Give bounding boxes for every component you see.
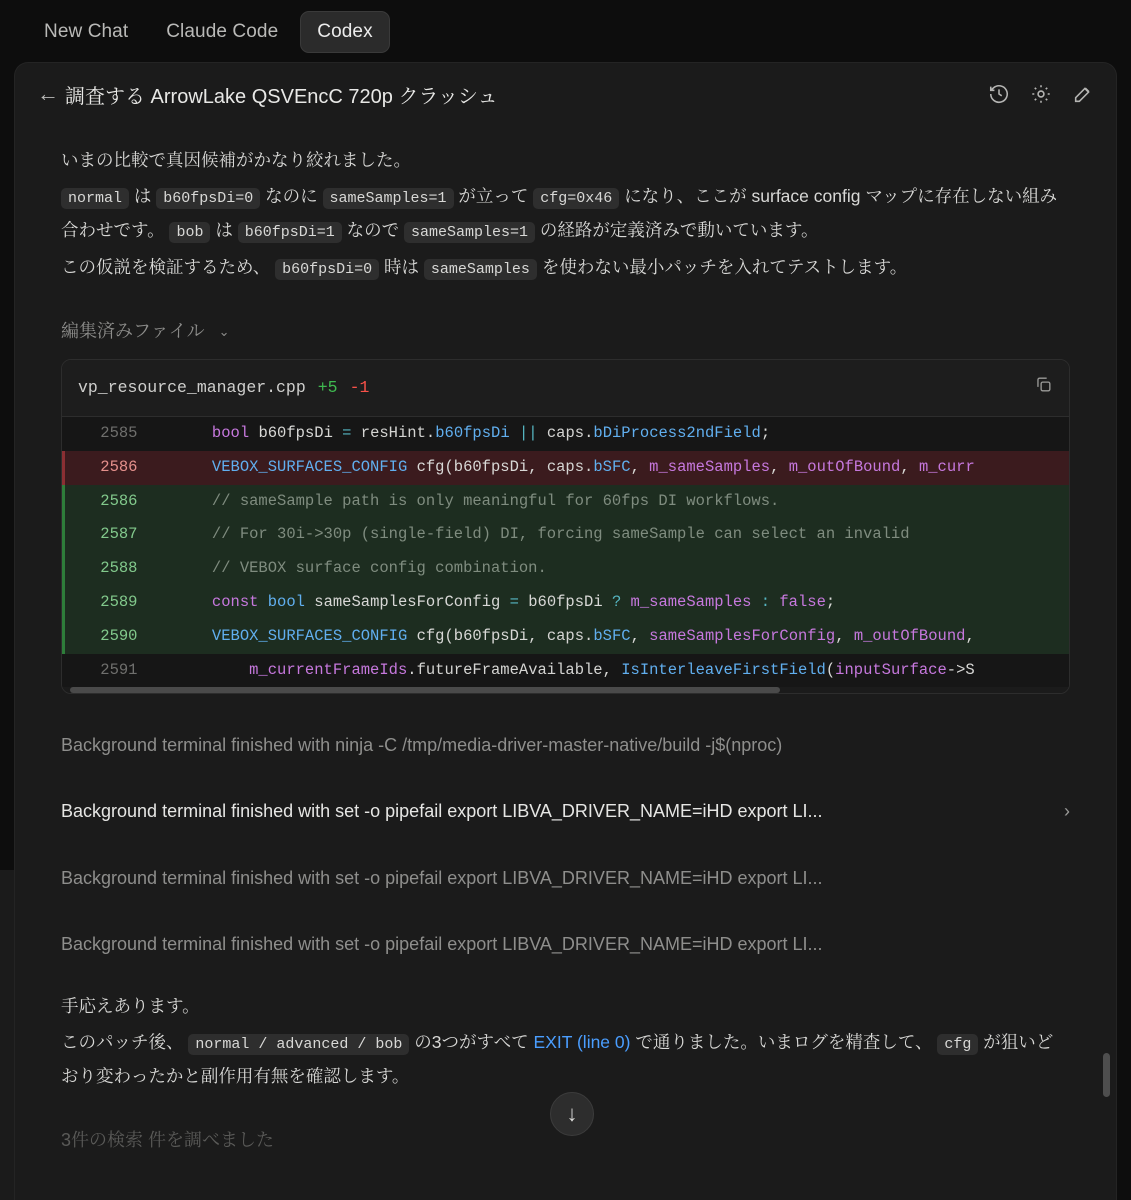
code-b60fpsdi-1: b60fpsDi=1 [238, 222, 342, 243]
terminal-notice-label: Background terminal finished with set -o pipefail export LIBVA_DRIVER_NAME=iHD export LI... [61, 801, 823, 822]
text-fragment: は [129, 186, 157, 207]
code-normal: normal [61, 188, 129, 209]
conversation-panel [14, 62, 1117, 1200]
diff-header [62, 360, 1069, 417]
terminal-notice-label: Background terminal finished with ninja -C /tmp/media-driver-master-native/build -j$(nproc) [61, 735, 783, 756]
diff-table [62, 417, 1069, 687]
diff-line-number: 2586 [64, 451, 138, 485]
panel-left-edge [0, 870, 14, 1200]
diff-line-number: 2589 [64, 586, 138, 620]
text-fragment: が狙いどおり変わったかと副作用有無を確認します。 [61, 1031, 1054, 1087]
text-fragment: が立って [453, 186, 534, 207]
diff-row [64, 552, 1070, 586]
code-samesamples-1: sameSamples=1 [323, 188, 454, 209]
edited-files-label: 編集済みファイル [61, 320, 205, 341]
text-fragment: この仮説を検証するため、 [61, 256, 276, 277]
message-paragraph-2 [61, 179, 1070, 248]
text-fragment: を使わない最小パッチを入れてテストします。 [536, 256, 908, 277]
diff-line-number: 2587 [64, 518, 138, 552]
text-fragment: なので [341, 220, 404, 241]
text-fragment: このパッチ後、 [61, 1031, 189, 1052]
terminal-notice-label: Background terminal finished with set -o pipefail export LIBVA_DRIVER_NAME=iHD export LI... [61, 933, 823, 954]
text-fragment: で通りました。いまログを精査して、 [630, 1031, 938, 1052]
message-line-1: いまの比較で真因候補がかなり絞れました。 [61, 150, 411, 170]
code-variants: normal / advanced / bob [188, 1034, 409, 1055]
history-icon[interactable] [988, 83, 1010, 105]
search-summary: 3件の検索 件を調べました [61, 1130, 275, 1151]
exit-link[interactable]: EXIT (line 0) [533, 1031, 631, 1052]
code-b60fpsdi-0b: b60fpsDi=0 [275, 259, 379, 280]
back-arrow-icon[interactable]: ← [37, 81, 59, 106]
chevron-right-icon[interactable]: › [1064, 801, 1070, 822]
code-cfg: cfg [937, 1034, 978, 1055]
code-samesamples-1b: sameSamples=1 [404, 222, 535, 243]
tail-message [61, 989, 1070, 1094]
diff-line-content: // sameSample path is only meaningful for 60fps DI workflows. [138, 485, 1070, 519]
diff-line-number: 2588 [64, 552, 138, 586]
scroll-to-bottom-button[interactable]: ↓ [550, 1092, 594, 1136]
diff-row [64, 620, 1070, 654]
vertical-scrollbar-thumb[interactable] [1103, 1053, 1110, 1097]
message-paragraph-3 [61, 250, 1070, 284]
tab-new-chat[interactable]: New Chat [44, 21, 129, 42]
copy-icon[interactable] [1034, 371, 1053, 405]
code-b60fpsdi-0: b60fpsDi=0 [156, 188, 260, 209]
text-fragment: になり、ここが surface config マップに存在しない組み合わせです。 [61, 186, 1058, 241]
edited-files-toggle[interactable] [61, 314, 1070, 349]
tail-line-2 [61, 1025, 1070, 1093]
code-cfg-0x46: cfg=0x46 [533, 188, 619, 209]
diff-card [61, 359, 1070, 694]
chevron-down-icon: ⌄ [218, 323, 230, 339]
notice-list [61, 712, 1070, 976]
terminal-notice [61, 911, 1070, 977]
tab-bar [0, 0, 1131, 60]
page-title: 調査する ArrowLake QSVEncC 720p クラッシュ [65, 85, 498, 108]
code-samesamples: sameSamples [424, 259, 537, 280]
diff-row [64, 654, 1070, 688]
diff-line-content: m_currentFrameIds.futureFrameAvailable, IsInterleaveFirstField(inputSurface->S [138, 654, 1070, 688]
text-fragment: の経路が定義済みで動いています。 [535, 220, 819, 241]
diff-line-content: bool b60fpsDi = resHint.b60fpsDi || caps.bDiProcess2ndField; [138, 417, 1070, 451]
diff-line-content: // For 30i->30p (single-field) DI, forcing sameSample can select an invalid [138, 518, 1070, 552]
diff-line-number: 2591 [64, 654, 138, 688]
diff-line-number: 2585 [64, 417, 138, 451]
terminal-notice[interactable] [61, 778, 1070, 844]
diff-additions: +5 [317, 377, 338, 397]
diff-line-content: // VEBOX surface config combination. [138, 552, 1070, 586]
text-fragment: なのに [260, 186, 323, 207]
tab-codex[interactable]: Codex [300, 11, 389, 53]
terminal-notice-label: Background terminal finished with set -o pipefail export LIBVA_DRIVER_NAME=iHD export LI... [61, 867, 823, 888]
diff-line-content: const bool sameSamplesForConfig = b60fpsDi ? m_sameSamples : false; [138, 586, 1070, 620]
header-icon-group [988, 83, 1094, 105]
message-body [15, 125, 1116, 1158]
text-fragment: の3つがすべて [409, 1031, 534, 1052]
diff-row [64, 485, 1070, 519]
diff-line-number: 2590 [64, 620, 138, 654]
tab-claude-code[interactable]: Claude Code [166, 21, 279, 42]
diff-row [64, 451, 1070, 485]
diff-deletions: -1 [349, 377, 370, 397]
gear-icon[interactable] [1030, 83, 1052, 105]
diff-filename: vp_resource_manager.cpp [78, 377, 306, 397]
conversation-header [15, 63, 1116, 125]
diff-horizontal-scrollbar[interactable] [62, 687, 1069, 693]
diff-row [64, 518, 1070, 552]
scrollbar-thumb[interactable] [70, 687, 780, 693]
terminal-notice [61, 712, 1070, 778]
diff-line-content: VEBOX_SURFACES_CONFIG cfg(b60fpsDi, caps.bSFC, m_sameSamples, m_outOfBound, m_curr [138, 451, 1070, 485]
code-bob: bob [169, 222, 210, 243]
diff-row [64, 586, 1070, 620]
diff-code-area [62, 417, 1069, 687]
diff-line-number: 2586 [64, 485, 138, 519]
compose-icon[interactable] [1072, 83, 1094, 105]
diff-row [64, 417, 1070, 451]
text-fragment: 時は [379, 256, 424, 277]
text-fragment: は [210, 220, 238, 241]
diff-line-content: VEBOX_SURFACES_CONFIG cfg(b60fpsDi, caps.bSFC, sameSamplesForConfig, m_outOfBound, [138, 620, 1070, 654]
terminal-notice [61, 845, 1070, 911]
tail-line-1: 手応えあります。 [61, 995, 200, 1016]
